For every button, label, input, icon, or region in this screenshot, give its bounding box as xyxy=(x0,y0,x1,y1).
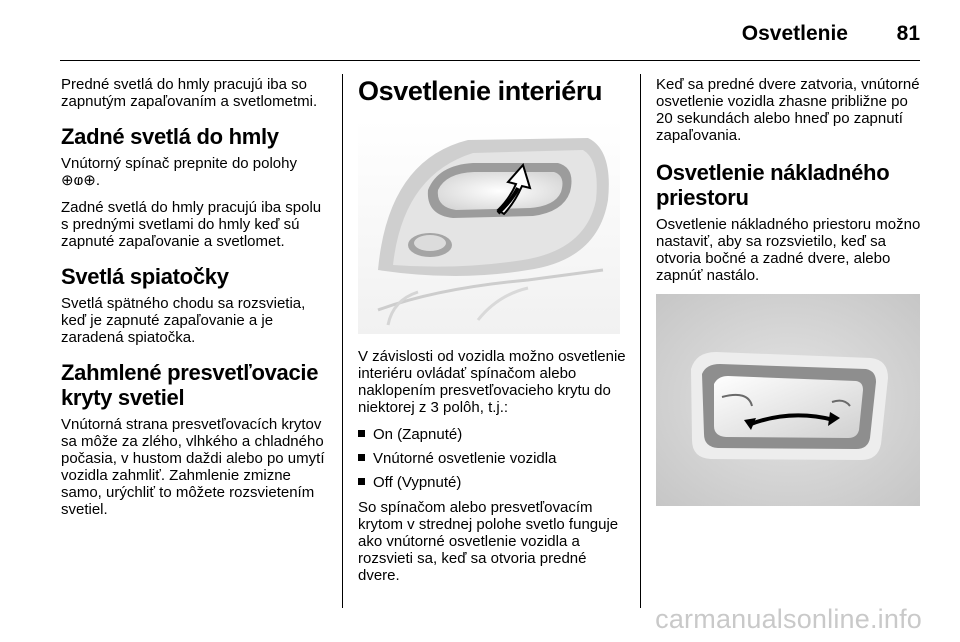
cargo-light-figure xyxy=(656,294,920,506)
column-3 xyxy=(656,76,924,506)
column-divider-1 xyxy=(342,74,343,608)
list-item: Off (Vypnuté) xyxy=(358,474,626,491)
page-header xyxy=(0,0,960,62)
front-fog-intro: Predné svetlá do hmly pracujú iba so zapnutým zapaľovaním a svetlometmi. xyxy=(61,76,318,110)
list-item: On (Zapnuté) xyxy=(358,426,626,443)
interior-lighting-text: V závislosti od vozidla možno osvetlenie interiéru ovládať spínačom alebo naklopením presvetľovacieho krytu do niektorej z 3 polôh, t.j.: xyxy=(358,348,626,416)
middle-position-text: So spínačom alebo presvetľovacím krytom v strednej polohe svetlo funguje ako vnútorné osvetlenie vozidla a rozsvieti sa, keď sa otvoria predné dvere. xyxy=(358,499,619,584)
watermark: carmanualsonline.info xyxy=(655,604,922,634)
header-rule xyxy=(60,60,920,61)
rear-fog-switch-text: Vnútorný spínač prepnite do polohy ⊕ⱷ⊕. xyxy=(61,155,297,189)
fogged-covers-heading: Zahmlené presvetľovacie kryty svetiel xyxy=(61,360,319,410)
interior-lighting-heading: Osvetlenie interiéru xyxy=(358,76,603,106)
reverse-lights-heading: Svetlá spiatočky xyxy=(61,264,229,289)
column-2 xyxy=(358,76,626,594)
column-divider-2 xyxy=(640,74,641,608)
page-title: Osvetlenie xyxy=(741,22,848,45)
switch-positions-list xyxy=(358,426,626,491)
rear-fog-heading: Zadné svetlá do hmly xyxy=(61,124,279,149)
cargo-lighting-text: Osvetlenie nákladného priestoru možno nastaviť, aby sa rozsvietilo, keď sa otvoria bočné a zadné dvere, alebo zapnúť nastálo. xyxy=(656,216,921,284)
fogged-covers-text: Vnútorná strana presvetľovacích krytov sa môže za zlého, vlhkého a chladného počasia, v hustom daždi alebo po umytí vozidla zahmliť. Zahmlenie zmizne samo, urýchliť to môžete rozsvietením svetiel. xyxy=(61,416,325,518)
list-item: Vnútorné osvetlenie vozidla xyxy=(358,450,626,467)
rear-fog-operation-text: Zadné svetlá do hmly pracujú iba spolu s prednými svetlami do hmly keď sú zapnuté zapaľovanie a svetlomet. xyxy=(61,199,322,250)
reverse-lights-text: Svetlá spätného chodu sa rozsvietia, keď je zapnuté zapaľovanie a je zaradená spiatočka. xyxy=(61,295,306,346)
page-number: 81 xyxy=(896,22,920,45)
cargo-lighting-heading: Osvetlenie nákladného priestoru xyxy=(656,160,890,210)
column-1 xyxy=(61,76,331,528)
door-close-text: Keď sa predné dvere zatvoria, vnútorné osvetlenie vozidla zhasne približne po 20 sekundách alebo hneď po zapnutí zapaľovania. xyxy=(656,76,920,144)
interior-light-figure xyxy=(358,120,620,334)
